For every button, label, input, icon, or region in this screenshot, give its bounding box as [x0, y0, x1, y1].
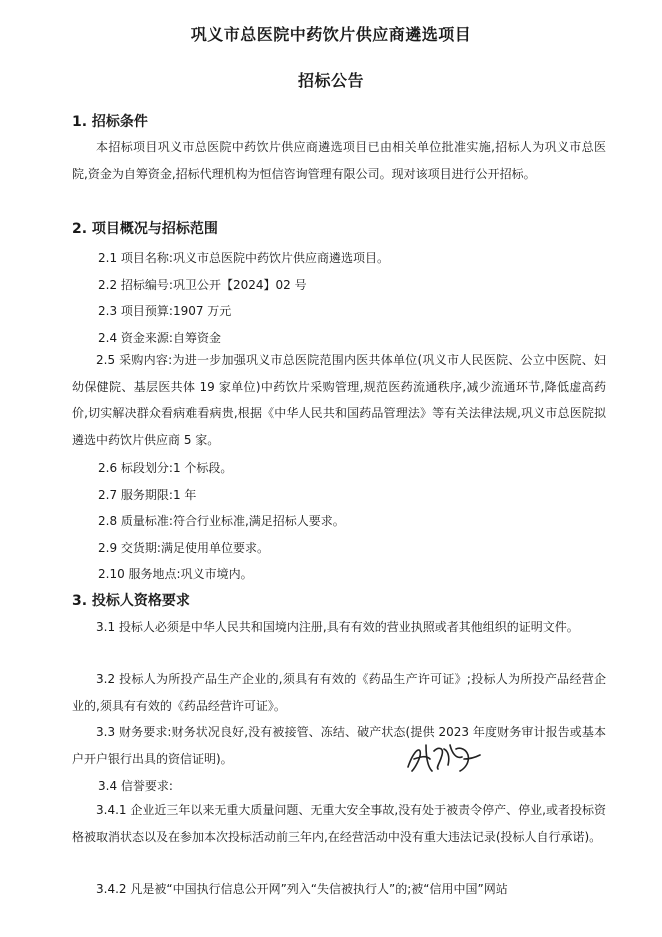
item-2-9: 2.9 交货期:满足使用单位要求。	[98, 541, 269, 555]
item-3-2: 3.2 投标人为所投产品生产企业的,须具有有效的《药品生产许可证》;投标人为所投产品经营企业的,须具有有效的《药品经营许可证》。	[72, 672, 606, 713]
item-3-3: 3.3 财务要求:财务状况良好,没有被接管、冻结、破产状态(提供 2023 年度财务审计报告或基本户开户银行出具的资信证明)。	[72, 725, 606, 766]
document-subtitle: 招标公告	[297, 71, 364, 90]
item-3-4: 3.4 信誉要求:	[98, 779, 173, 793]
item-2-4: 2.4 资金来源:自筹资金	[98, 331, 221, 345]
section-1-paragraph: 本招标项目巩义市总医院中药饮片供应商遴选项目已由相关单位批准实施,招标人为巩义市总医院,资金为自筹资金,招标代理机构为恒信咨询管理有限公司。现对该项目进行公开招标。	[72, 140, 606, 181]
item-3-4-2: 3.4.2 凡是被“中国执行信息公开网”列入“失信被执行人”的;被“信用中国”网站	[96, 882, 508, 896]
item-2-5: 2.5 采购内容:为进一步加强巩义市总医院范围内医共体单位(巩义市人民医院、公立中医院、妇幼保健院、基层医共体 19 家单位)中药饮片采购管理,规范医药流通秩序,减少流通环节,降低虚高药价,切实解决群众看病难看病贵,根据《中华人民共和国药品管理法》等有关法律法规,巩义市总医院拟遴选中药饮片供应商 5 家。	[72, 353, 606, 447]
item-3-1: 3.1 投标人必须是中华人民共和国境内注册,具有有效的营业执照或者其他组织的证明文件。	[96, 620, 579, 634]
document-title: 巩义市总医院中药饮片供应商遴选项目	[190, 25, 472, 44]
item-2-7: 2.7 服务期限:1 年	[98, 488, 197, 502]
item-2-8: 2.8 质量标准:符合行业标准,满足招标人要求。	[98, 514, 345, 528]
item-2-3: 2.3 项目预算:1907 万元	[98, 304, 232, 318]
section-3-heading: 3. 投标人资格要求	[72, 593, 190, 609]
item-2-2: 2.2 招标编号:巩卫公开【2024】02 号	[98, 278, 307, 292]
signature-icon	[404, 737, 484, 777]
item-2-1: 2.1 项目名称:巩义市总医院中药饮片供应商遴选项目。	[98, 251, 389, 265]
item-3-4-1: 3.4.1 企业近三年以来无重大质量问题、无重大安全事故,没有处于被责令停产、停业,或者投标资格被取消状态以及在参加本次投标活动前三年内,在经营活动中没有重大违法记录(投标人自行承诺)。	[72, 803, 606, 844]
section-2-heading: 2. 项目概况与招标范围	[72, 221, 218, 237]
section-1-heading: 1. 招标条件	[72, 114, 148, 130]
item-2-6: 2.6 标段划分:1 个标段。	[98, 461, 233, 475]
item-2-10: 2.10 服务地点:巩义市境内。	[98, 567, 253, 581]
